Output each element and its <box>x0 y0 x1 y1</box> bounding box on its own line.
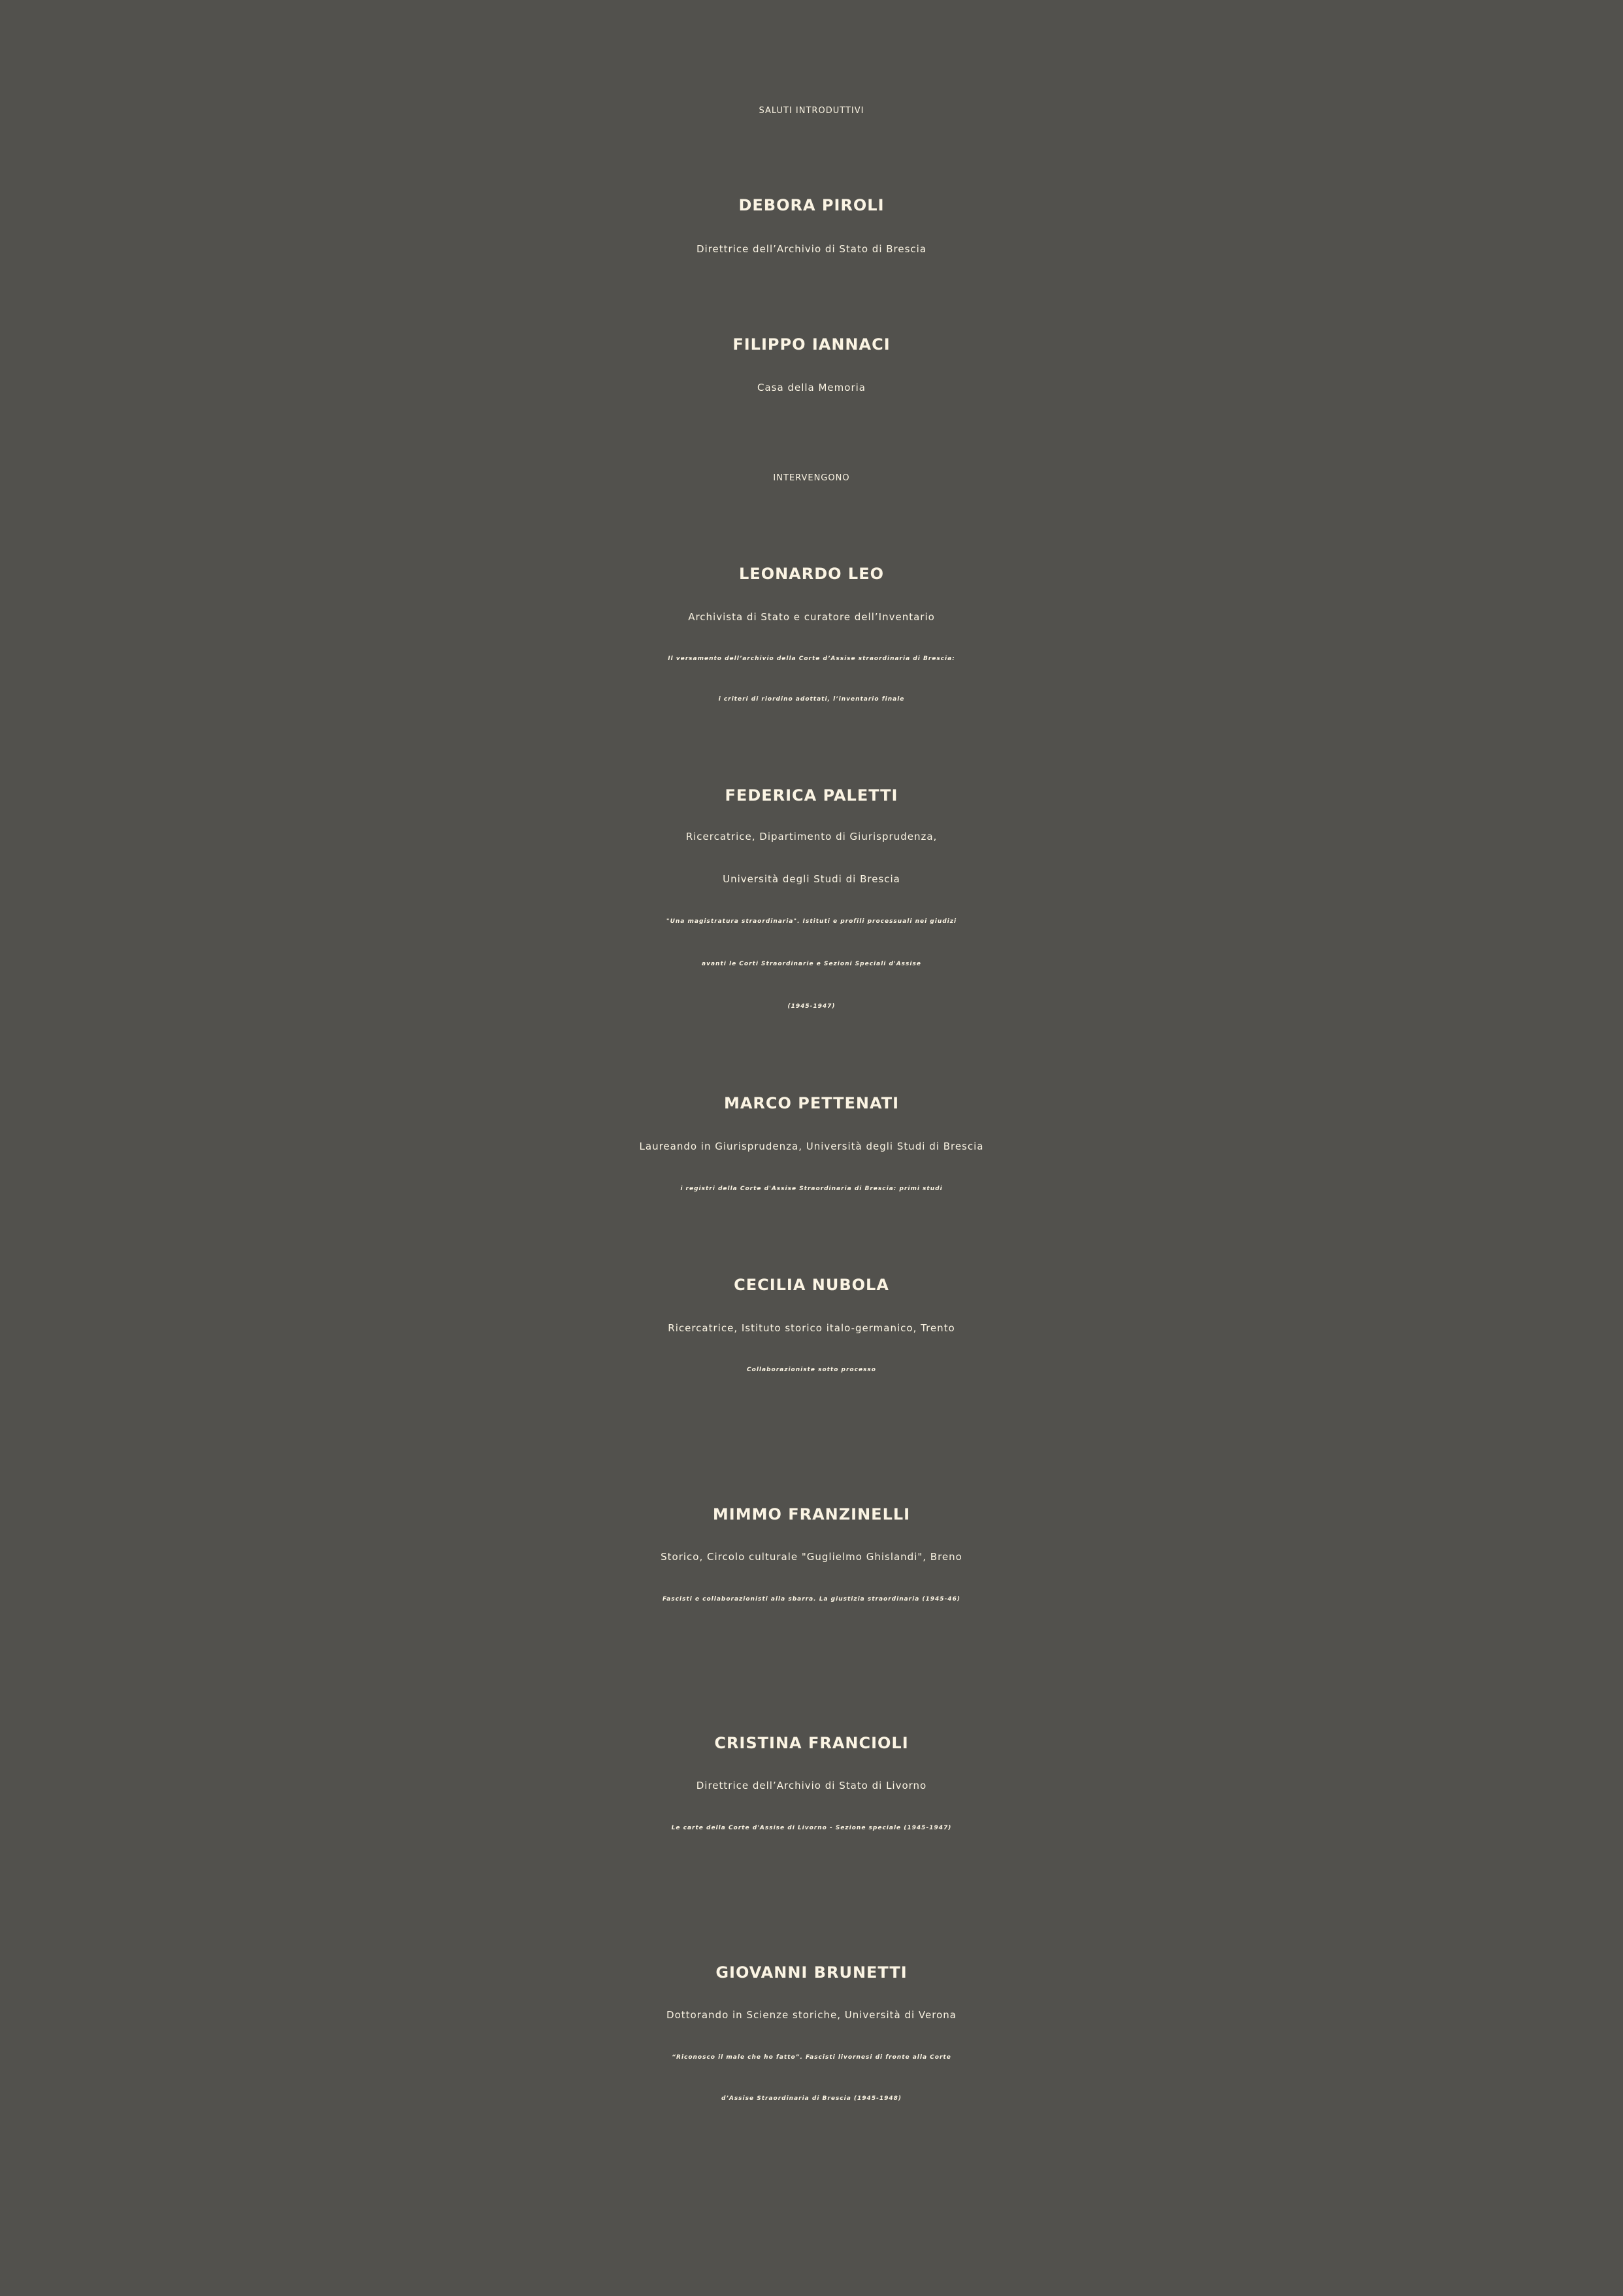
speaker-role-brunetti: Dottorando in Scienze storiche, Università di Verona <box>666 2009 957 2021</box>
speaker-talk-francioli: Le carte della Corte d'Assise di Livorno - Sezione speciale (1945-1947) <box>671 1825 952 1831</box>
speaker-name-leo: LEONARDO LEO <box>739 565 884 583</box>
speaker-talk-paletti-line-1: "Una magistratura straordinaria". Istituti e profili processuali nei giudizi <box>666 918 957 925</box>
section-heading-speakers: INTERVENGONO <box>773 473 850 483</box>
greeter-role-iannaci: Casa della Memoria <box>757 382 866 393</box>
speaker-role-leo: Archivista di Stato e curatore dell’Inventario <box>688 611 935 623</box>
greeter-name-piroli: DEBORA PIROLI <box>738 196 885 214</box>
speaker-talk-brunetti-line-1: “Riconosco il male che ho fatto”. Fascisti livornesi di fronte alla Corte <box>672 2054 951 2061</box>
speaker-talk-paletti-line-2: avanti le Corti Straordinarie e Sezioni Speciali d'Assise <box>702 961 921 967</box>
speaker-name-pettenati: MARCO PETTENATI <box>723 1094 900 1112</box>
speaker-name-paletti: FEDERICA PALETTI <box>725 786 898 805</box>
speaker-role-paletti-line-1: Ricercatrice, Dipartimento di Giurisprudenza, <box>685 831 938 842</box>
speaker-role-pettenati: Laureando in Giurisprudenza, Università degli Studi di Brescia <box>639 1140 984 1152</box>
speaker-talk-franzinelli: Fascisti e collaborazionisti alla sbarra. La giustizia straordinaria (1945-46) <box>663 1596 960 1603</box>
greeter-name-iannaci: FILIPPO IANNACI <box>732 335 891 354</box>
speaker-name-brunetti: GIOVANNI BRUNETTI <box>715 1963 908 1982</box>
speaker-talk-pettenati: i registri della Corte d'Assise Straordinaria di Brescia: primi studi <box>680 1186 943 1192</box>
section-heading-greetings: SALUTI INTRODUTTIVI <box>759 106 864 116</box>
speaker-name-nubola: CECILIA NUBOLA <box>734 1276 889 1294</box>
greeter-role-piroli: Direttrice dell’Archivio di Stato di Brescia <box>696 243 927 255</box>
speaker-talk-brunetti-line-2: d’Assise Straordinaria di Brescia (1945-1948) <box>721 2095 902 2102</box>
speaker-name-francioli: CRISTINA FRANCIOLI <box>714 1734 909 1752</box>
speaker-role-paletti-line-2: Università degli Studi di Brescia <box>723 873 900 885</box>
speaker-name-franzinelli: MIMMO FRANZINELLI <box>712 1505 911 1523</box>
speaker-role-franzinelli: Storico, Circolo culturale "Guglielmo Ghislandi", Breno <box>661 1551 962 1563</box>
speaker-role-nubola: Ricercatrice, Istituto storico italo-germanico, Trento <box>668 1322 955 1334</box>
speaker-talk-paletti-line-3: (1945-1947) <box>787 1003 836 1010</box>
speaker-talk-leo-line-2: i criteri di riordino adottati, l’inventario finale <box>718 696 905 703</box>
speaker-role-francioli: Direttrice dell’Archivio di Stato di Livorno <box>696 1780 927 1791</box>
speaker-talk-leo-line-1: Il versamento dell’archivio della Corte d’Assise straordinaria di Brescia: <box>668 656 955 662</box>
speaker-talk-nubola: Collaborazioniste sotto processo <box>747 1367 876 1373</box>
